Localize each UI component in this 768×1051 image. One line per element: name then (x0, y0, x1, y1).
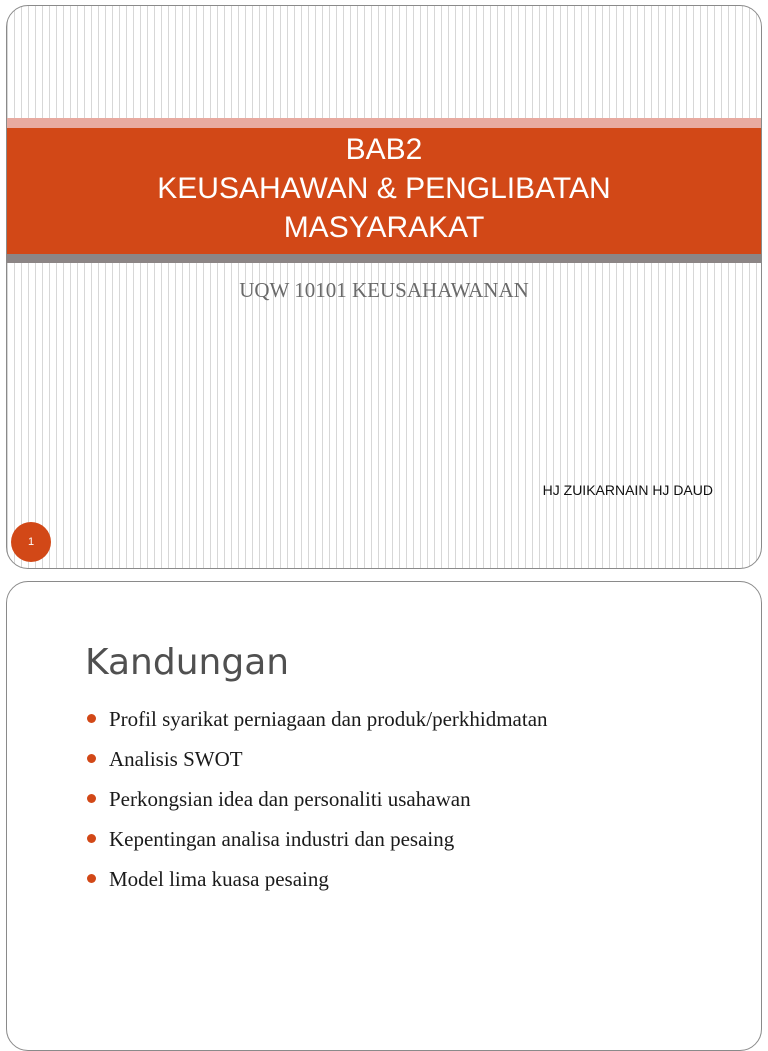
list-item (85, 742, 548, 782)
bullet-dot-icon (87, 874, 96, 883)
list-item-text: Profil syarikat perniagaan dan produk/perkhidmatan (109, 707, 548, 731)
slide-subtitle: UQW 10101 KEUSAHAWANAN (239, 278, 529, 302)
title-line: KEUSAHAWAN & PENGLIBATAN (157, 172, 611, 205)
bullet-dot-icon (87, 754, 96, 763)
list-item (85, 822, 548, 862)
title-slide (6, 5, 762, 569)
list-item-text: Analisis SWOT (109, 747, 243, 771)
title-line: MASYARAKAT (283, 211, 485, 244)
bullet-dot-icon (87, 794, 96, 803)
list-item-text: Model lima kuasa pesaing (109, 867, 329, 891)
list-item-text: Perkongsian idea dan personaliti usahawan (109, 787, 471, 811)
list-item (85, 702, 548, 742)
contents-list (85, 702, 548, 902)
contents-heading: Kandungan (85, 642, 290, 683)
title-line: BAB2 (345, 133, 423, 166)
list-item (85, 782, 548, 822)
list-item-text: Kepentingan analisa industri dan pesaing (109, 827, 455, 851)
page-number-badge: 1 (11, 522, 51, 562)
contents-slide (6, 581, 762, 1051)
slide-title (7, 130, 761, 247)
accent-strip-bottom (7, 254, 761, 263)
bullet-dot-icon (87, 714, 96, 723)
list-item (85, 862, 548, 902)
accent-strip-top (7, 118, 761, 128)
bullet-dot-icon (87, 834, 96, 843)
author-name: HJ ZUIKARNAIN HJ DAUD (542, 482, 713, 498)
